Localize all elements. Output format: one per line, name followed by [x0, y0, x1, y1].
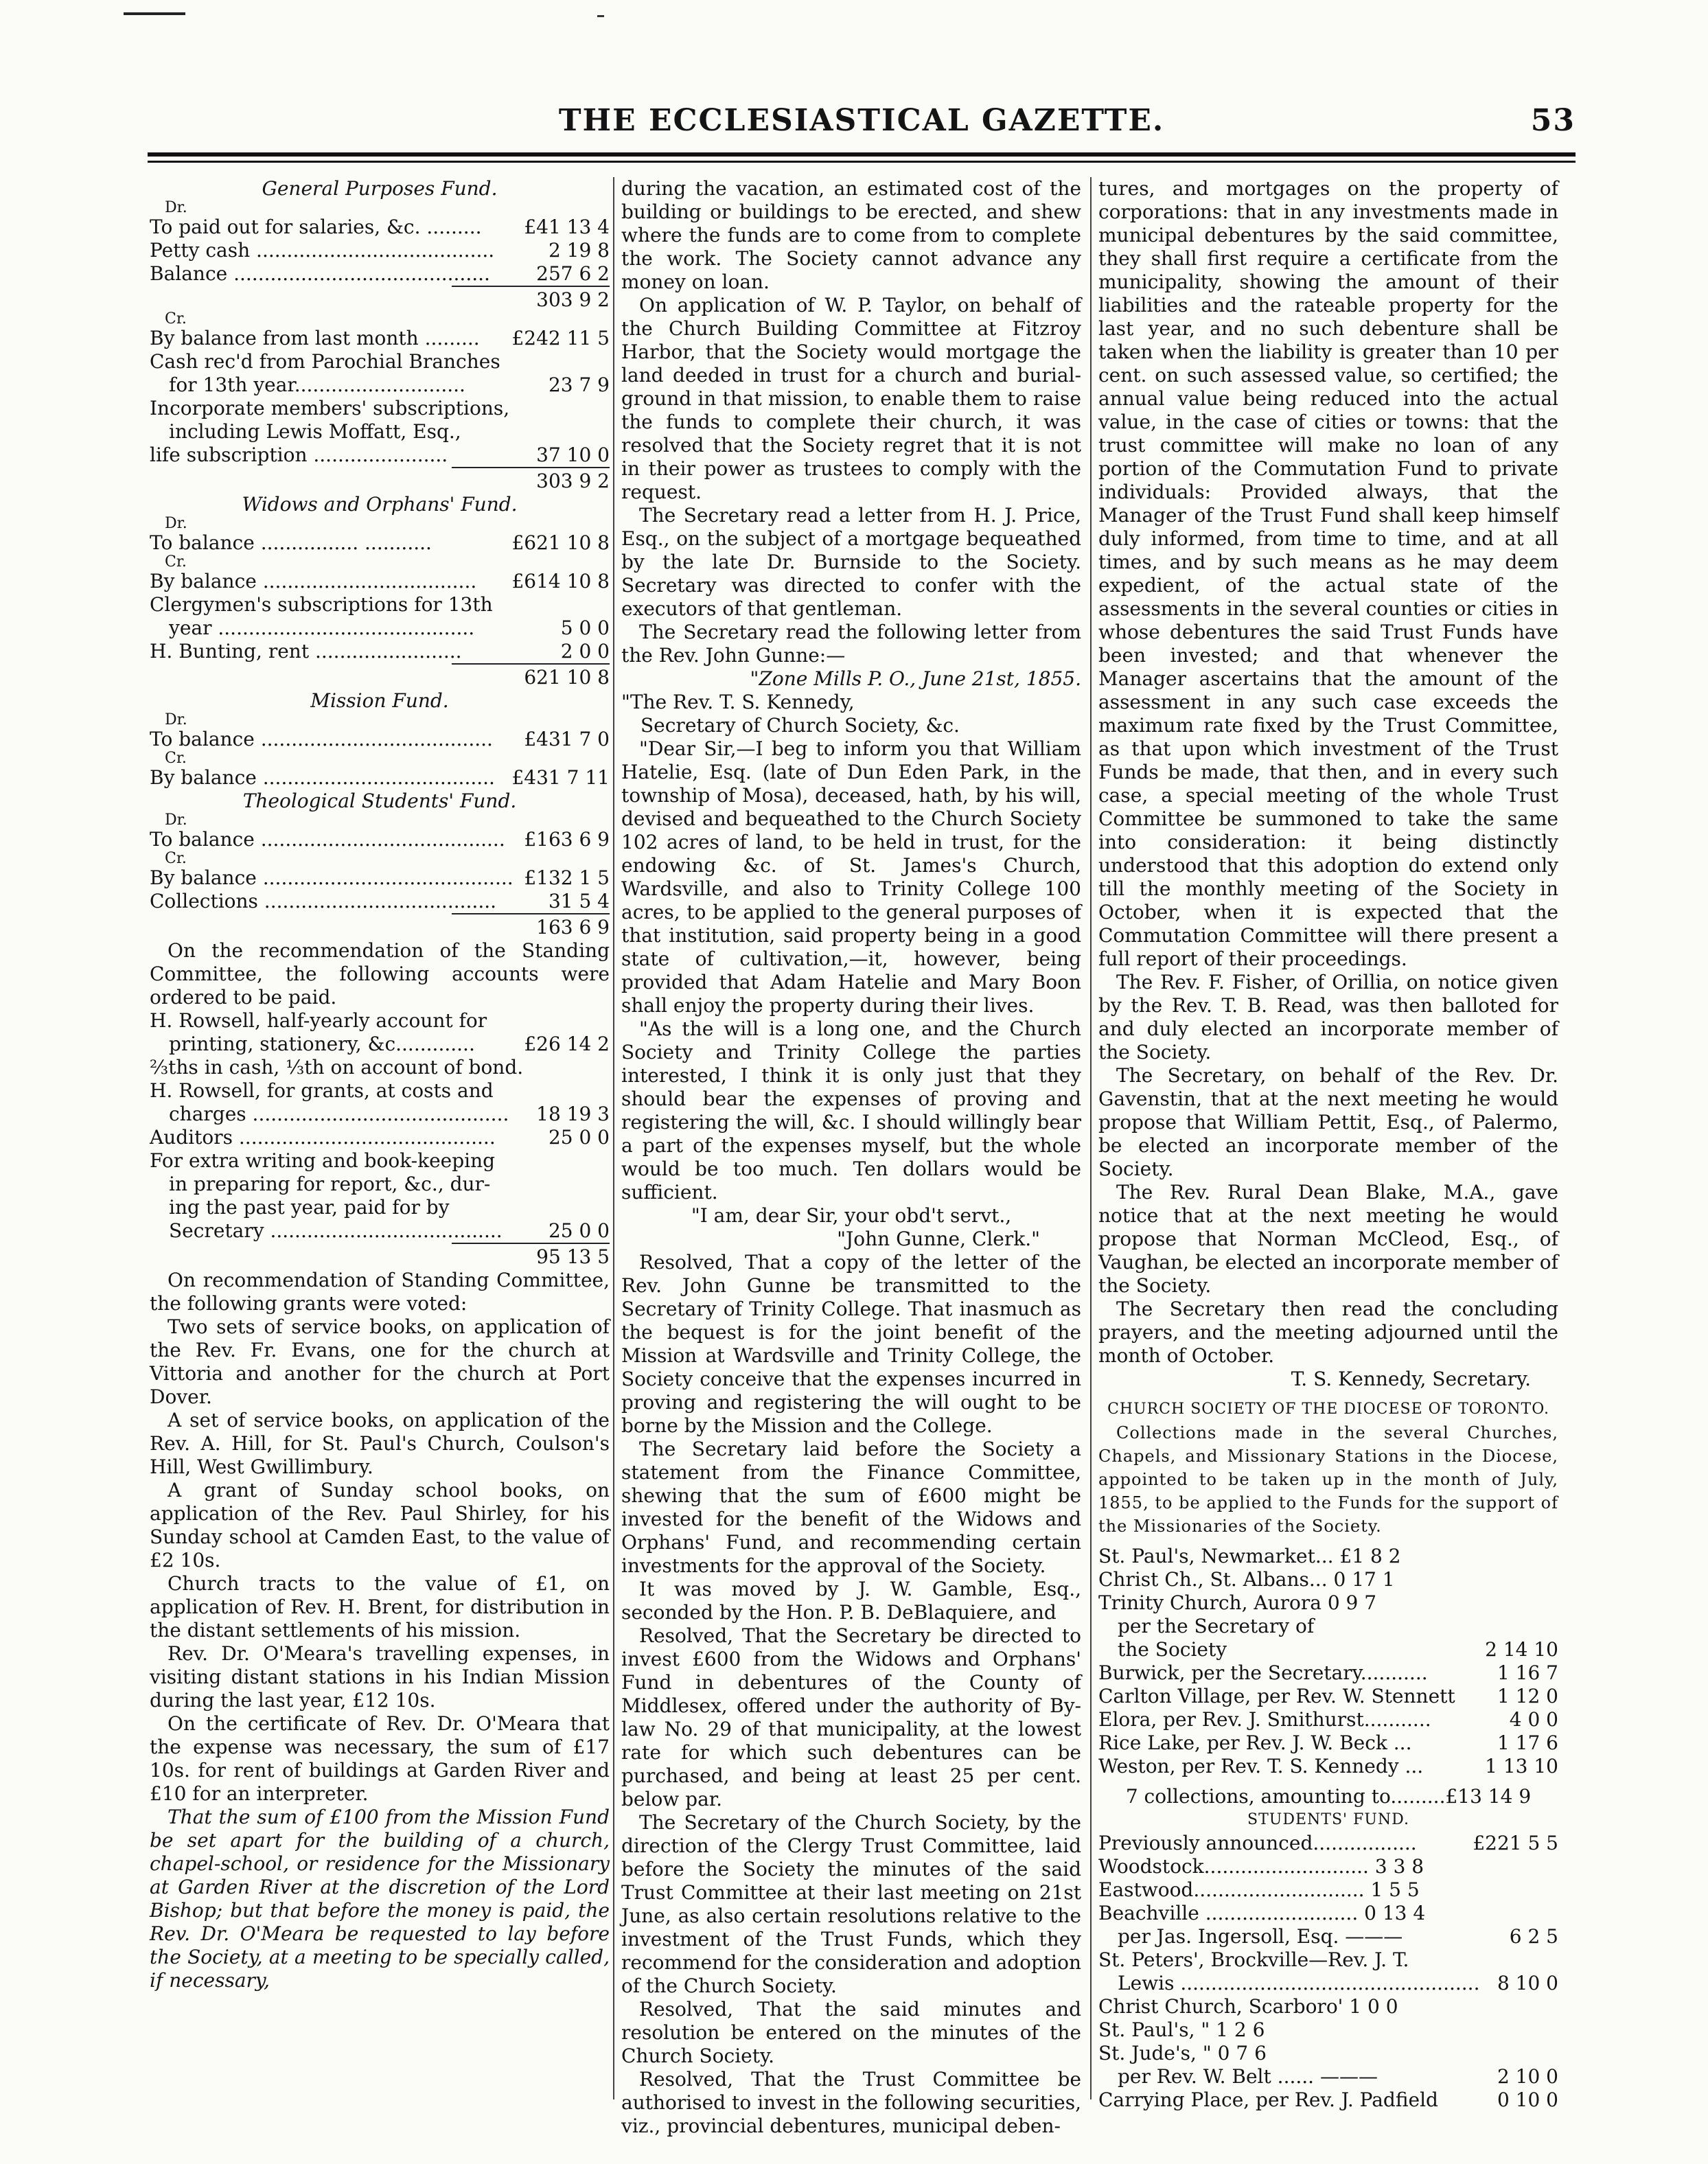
paragraph: Rev. Dr. O'Meara's travelling expenses, in visiting distant stations in his Indian Mission during the last year, £12 10s. — [150, 1642, 610, 1712]
paragraph: A grant of Sunday school books, on application of the Rev. Paul Shirley, for his Sunday school at Camden East, to the value of £2 10s. — [150, 1479, 610, 1572]
cr-label: Cr. — [165, 310, 187, 327]
paragraph: tures, and mortgages on the property of corporations: that in any investments made in municipal debentures by the said committee, they shall first require a certificate from the municipality, showing the amount of their liabilities and the rateable property for the last year, and no such debenture shall be taken when the liability is greater than 10 per cent. on such assessed value, so certified; the annual value being reduced into the actual value, in the case of cities or towns: that the trust committee will make no loan of any portion of the Commutation Fund to private individuals: Provided always, that the Manager of the Trust Fund shall keep himself duly informed, from time to time, and at all times, and by such means as he may deem expedient, of the actual state of the assessments in the several counties or cities in whose debentures the said Trust Funds have been invested; and that whenever the Manager ascertains that the amount of the assessment in any such case exceeds the maximum rate fixed by the Trust Committee, as that upon which investment of the Trust Funds be made, that then, and in every such case, a special meeting of the whole Trust Committee be summoned to take the same into consideration: it being distinctly understood that this adoption do extend only till the monthly meeting of the Society in October, when it is expected that the Commutation Committee will there present a full report of their proceedings. — [1098, 177, 1558, 970]
ledger-line: for 13th year............................ 23 7 9 — [169, 373, 610, 396]
cr-label: Cr. — [165, 553, 187, 571]
ledger-total: 163 6 9 — [452, 913, 610, 939]
collection-line: Christ Church, Scarboro' 1 0 0 — [1098, 1995, 1398, 2018]
paragraph: Two sets of service books, on application of the Rev. Fr. Evans, one for the church at Vittoria and another for the church at Port Dover. — [150, 1315, 610, 1408]
ledger-line: Cash rec'd from Parochial Branches — [150, 350, 500, 373]
collection-line: Weston, per Rev. T. S. Kennedy ... 1 13 10 — [1098, 1755, 1558, 1777]
letter-paragraph: "Dear Sir,—I beg to inform you that William Hatelie, Esq. (late of Dun Eden Park, in the township of Mosa), deceased, hath, by his will, devised and bequeathed to the Church Society 102 acres of land, to be held in trust, for the endowing &c. of St. James's Church, Wardsville, and also to Trinity College 100 acres, to be applied to the general purposes of that institution, said property being in a good state of cultivation,—it, however, being provided that Adam Hatelie and Mary Boon shall enjoy the property during their lives. — [621, 737, 1081, 1017]
letter-paragraph: "As the will is a long one, and the Church Society and Trinity College the parties interested, I think it is only just that they should bear the expenses of proving and registering the will, &c. I should willingly bear a part of the expenses myself, but the whole would be too much. Ten dollars would be sufficient. — [621, 1017, 1081, 1204]
collection-line: Trinity Church, Aurora 0 9 7 — [1098, 1591, 1377, 1614]
ledger-line: ⅔ths in cash, ⅓th on account of bond. — [150, 1056, 524, 1079]
ledger-line: ing the past year, paid for by — [169, 1196, 450, 1219]
fund-heading: General Purposes Fund. — [262, 177, 498, 200]
column-1 — [150, 177, 610, 2099]
collection-line: Woodstock........................... 3 3 8 — [1098, 1855, 1424, 1878]
page-number: 53 — [1530, 103, 1576, 138]
dr-label: Dr. — [165, 711, 187, 728]
ledger-line: For extra writing and book-keeping — [150, 1149, 496, 1172]
paragraph: The Rev. Rural Dean Blake, M.A., gave notice that at the next meeting he would propose that Norman McCleod, Esq., of Vaughan, be elected an incorporate member of the Society. — [1098, 1181, 1558, 1297]
collection-line: per Rev. W. Belt ...... ——— 2 10 0 — [1118, 2065, 1558, 2088]
paragraph: On application of W. P. Taylor, on behalf of the Church Building Committee at Fitzroy Harbor, that the Society would mortgage the land deeded in trust for a church and burial-ground in that mission, to enable them to raise the funds to complete their church, it was resolved that the Society regret that it is not in their power as trustees to comply with the request. — [621, 294, 1081, 503]
collection-line: Eastwood............................ 1 5 5 — [1098, 1878, 1420, 1901]
ledger-total: 303 9 2 — [452, 467, 610, 493]
letter-signature: "John Gunne, Clerk." — [837, 1228, 1040, 1250]
dr-label: Dr. — [165, 515, 187, 532]
collection-line: St. Paul's, Newmarket... £1 8 2 — [1098, 1545, 1401, 1567]
ledger-line: Clergymen's subscriptions for 13th — [150, 593, 493, 616]
paragraph: The Secretary laid before the Society a statement from the Finance Committee, shewing that the sum of £600 might be invested for the benefit of the Widows and Orphans' Fund, and recommending certain investments for the approval of the Society. — [621, 1438, 1081, 1577]
ledger-line: To paid out for salaries, &c. ......... £41 13 4 — [150, 216, 610, 238]
ledger-line: in preparing for report, &c., dur- — [169, 1173, 491, 1195]
paragraph: The Secretary read the following letter from the Rev. John Gunne:— — [621, 621, 1081, 667]
paragraph: during the vacation, an estimated cost of the building or buildings to be erected, and shew where the funds are to come from to complete the work. The Society cannot advance any money on loan. — [621, 177, 1081, 293]
paragraph: Resolved, That the Trust Committee be authorised to invest in the following securities, viz., provincial debentures, municipal deben- — [621, 2068, 1081, 2137]
ledger-line: Auditors .......................................... 25 0 0 — [150, 1126, 610, 1149]
collection-line: Christ Ch., St. Albans... 0 17 1 — [1098, 1568, 1395, 1591]
cr-label: Cr. — [165, 750, 187, 767]
ledger-line: By balance ...................................... £431 7 11 — [150, 766, 610, 789]
ledger-line: Balance .......................................... 257 6 2 — [150, 262, 610, 285]
ledger-total: 303 9 2 — [452, 286, 610, 312]
paragraph: On the certificate of Rev. Dr. O'Meara that the expense was necessary, the sum of £17 10s. for rent of buildings at Garden River and £10 for an interpreter. — [150, 1712, 610, 1805]
letter-addressee: "The Rev. T. S. Kennedy, — [621, 691, 855, 713]
collection-line: per the Secretary of — [1118, 1615, 1315, 1637]
collection-line: Elora, per Rev. J. Smithurst........... 4 0 0 — [1098, 1708, 1558, 1731]
section-title: STUDENTS' FUND. — [1247, 1811, 1409, 1828]
paragraph: The Secretary read a letter from H. J. Price, Esq., on the subject of a mortgage bequeathed by the late Dr. Burnside to the Society. Secretary was directed to confer with the executors of that gentleman. — [621, 504, 1081, 620]
dr-label: Dr. — [165, 812, 187, 829]
collection-line: St. Peters', Brockville—Rev. J. T. — [1098, 1948, 1409, 1971]
cr-label: Cr. — [165, 850, 187, 867]
paragraph: The Secretary of the Church Society, by the direction of the Clergy Trust Committee, laid before the Society the minutes of the said Trust Committee at their last meeting on 21st June, as also certain resolutions relative to the investment of the Trust Funds, which they recommend for the consideration and adoption of the Church Society. — [621, 1811, 1081, 1997]
collection-line: Beachville ......................... 0 13 4 — [1098, 1902, 1426, 1924]
collection-line: Previously announced................. £221 5 5 — [1098, 1832, 1558, 1854]
ledger-line: including Lewis Moffatt, Esq., — [169, 420, 461, 443]
ledger-line: To balance ........................................ £163 6 9 — [150, 828, 610, 851]
letter-dateline: "Zone Mills P. O., June 21st, 1855. — [750, 667, 1081, 690]
ledger-line: H. Bunting, rent ........................ 2 0 0 — [150, 640, 610, 663]
column-3 — [1098, 177, 1558, 2111]
collection-line: per Jas. Ingersoll, Esq. ——— 6 2 5 — [1118, 1925, 1558, 1948]
collection-line: Carlton Village, per Rev. W. Stennett 1 12 0 — [1098, 1685, 1558, 1707]
column-divider — [613, 177, 614, 2099]
ledger-line: By balance ................................... £614 10 8 — [150, 570, 610, 592]
ledger-line: By balance from last month ......... £242 11 5 — [150, 327, 610, 349]
ledger-line: Collections ...................................... 31 5 4 — [150, 890, 610, 912]
collection-line: Lewis ................................................. 8 10 0 — [1118, 1972, 1558, 1994]
paragraph: The Rev. F. Fisher, of Orillia, on notice given by the Rev. T. B. Read, was then balloted for and duly elected an incorporate member of the Society. — [1098, 971, 1558, 1063]
publication-title: THE ECCLESIASTICAL GAZETTE. — [558, 103, 1165, 138]
paragraph: Resolved, That a copy of the letter of the Rev. John Gunne be transmitted to the Secretary of Trinity College. That inasmuch as the bequest is for the joint benefit of the Mission at Wardsville and Trinity College, the Society conceive that the expenses incurred in proving and registering the will ought to be borne by the Mission and the College. — [621, 1251, 1081, 1437]
paragraph: Church tracts to the value of £1, on application of Rev. H. Brent, for distribution in the distant settlements of his mission. — [150, 1572, 610, 1642]
column-2 — [621, 177, 1081, 2137]
ledger-line: charges .......................................... 18 19 3 — [169, 1103, 610, 1125]
ledger-line: By balance ......................................... £132 1 5 — [150, 866, 610, 889]
paragraph: Resolved, That the Secretary be directed to invest £600 from the Widows and Orphans' Fund in debentures of the County of Middlesex, offered under the authority of By-law No. 29 of that municipality, at the lowest rate for which such debentures can be purchased, and being at least 25 per cent. below par. — [621, 1624, 1081, 1810]
ledger-total: 621 10 8 — [452, 663, 610, 689]
ledger-line: life subscription ...................... 37 10 0 — [150, 444, 610, 466]
letter-closing: "I am, dear Sir, your obd't servt., — [691, 1204, 1012, 1227]
print-mark — [124, 12, 185, 15]
collection-line: Carrying Place, per Rev. J. Padfield 0 10 0 — [1098, 2088, 1558, 2111]
secretary-signature: T. S. Kennedy, Secretary. — [1291, 1368, 1531, 1390]
ledger-line: To balance ................ ........... £621 10 8 — [150, 531, 610, 554]
collection-line: Rice Lake, per Rev. J. W. Beck ... 1 17 6 — [1098, 1731, 1558, 1754]
ledger-line: To balance ...................................... £431 7 0 — [150, 728, 610, 750]
ledger-line: Secretary ...................................... 25 0 0 — [169, 1219, 610, 1242]
collections-total: 7 collections, amounting to.........£13 14 9 — [1125, 1785, 1532, 1808]
paragraph: Resolved, That the said minutes and resolution be entered on the minutes of the Church Society. — [621, 1998, 1081, 2067]
collection-line: St. Jude's, " 0 7 6 — [1098, 2042, 1267, 2064]
paragraph: The Secretary, on behalf of the Rev. Dr. Gavenstin, that at the next meeting he would propose that William Pettit, Esq., of Palermo, be elected an incorporate member of the Society. — [1098, 1064, 1558, 1180]
header-rule — [148, 161, 1576, 163]
paragraph: The Secretary then read the concluding prayers, and the meeting adjourned until the month of October. — [1098, 1298, 1558, 1367]
collection-line: Burwick, per the Secretary........... 1 16 7 — [1098, 1661, 1558, 1684]
ledger-line: H. Rowsell, for grants, at costs and — [150, 1079, 494, 1102]
ledger-line: H. Rowsell, half-yearly account for — [150, 1009, 487, 1032]
ledger-total: 95 13 5 — [452, 1243, 610, 1269]
collection-line: the Society 2 14 10 — [1118, 1638, 1558, 1661]
paragraph: A set of service books, on application of the Rev. A. Hill, for St. Paul's Church, Coulson's Hill, West Gwillimbury. — [150, 1409, 610, 1478]
paragraph: On the recommendation of the Standing Committee, the following accounts were ordered to be paid. — [150, 939, 610, 1009]
dr-label: Dr. — [165, 199, 187, 216]
fund-heading: Mission Fund. — [310, 689, 449, 712]
column-divider — [1090, 177, 1092, 2099]
ledger-line: Incorporate members' subscriptions, — [150, 397, 510, 419]
page-header — [148, 103, 1576, 144]
header-rule — [148, 152, 1576, 157]
ledger-line: year .......................................... 5 0 0 — [169, 617, 610, 639]
section-subtitle: Collections made in the several Churches, Chapels, and Missionary Stations in the Diocese, appointed to be taken up in the month of July, 1855, to be applied to the Funds for the support of the Missionaries of the Society. — [1098, 1423, 1558, 1536]
fund-heading: Widows and Orphans' Fund. — [242, 493, 518, 516]
fund-heading: Theological Students' Fund. — [242, 790, 517, 812]
collection-line: St. Paul's, " 1 2 6 — [1098, 2018, 1265, 2041]
section-title: CHURCH SOCIETY OF THE DIOCESE OF TORONTO. — [1107, 1401, 1549, 1418]
letter-addressee: Secretary of Church Society, &c. — [640, 714, 960, 737]
paragraph: That the sum of £100 from the Mission Fund be set apart for the building of a church, chapel-school, or residence for the Missionary at Garden River at the discretion of the Lord Bishop; but that before the money is paid, the Rev. Dr. O'Meara be requested to lay before the Society, at a meeting to be specially called, if necessary, — [150, 1806, 610, 1992]
ledger-line: printing, stationery, &c............. £26 14 2 — [169, 1033, 610, 1055]
paragraph: On recommendation of Standing Committee, the following grants were voted: — [150, 1269, 610, 1315]
print-mark — [597, 15, 604, 17]
ledger-line: Petty cash ....................................... 2 19 8 — [150, 239, 610, 262]
paragraph: It was moved by J. W. Gamble, Esq., seconded by the Hon. P. B. DeBlaquiere, and — [621, 1578, 1081, 1624]
